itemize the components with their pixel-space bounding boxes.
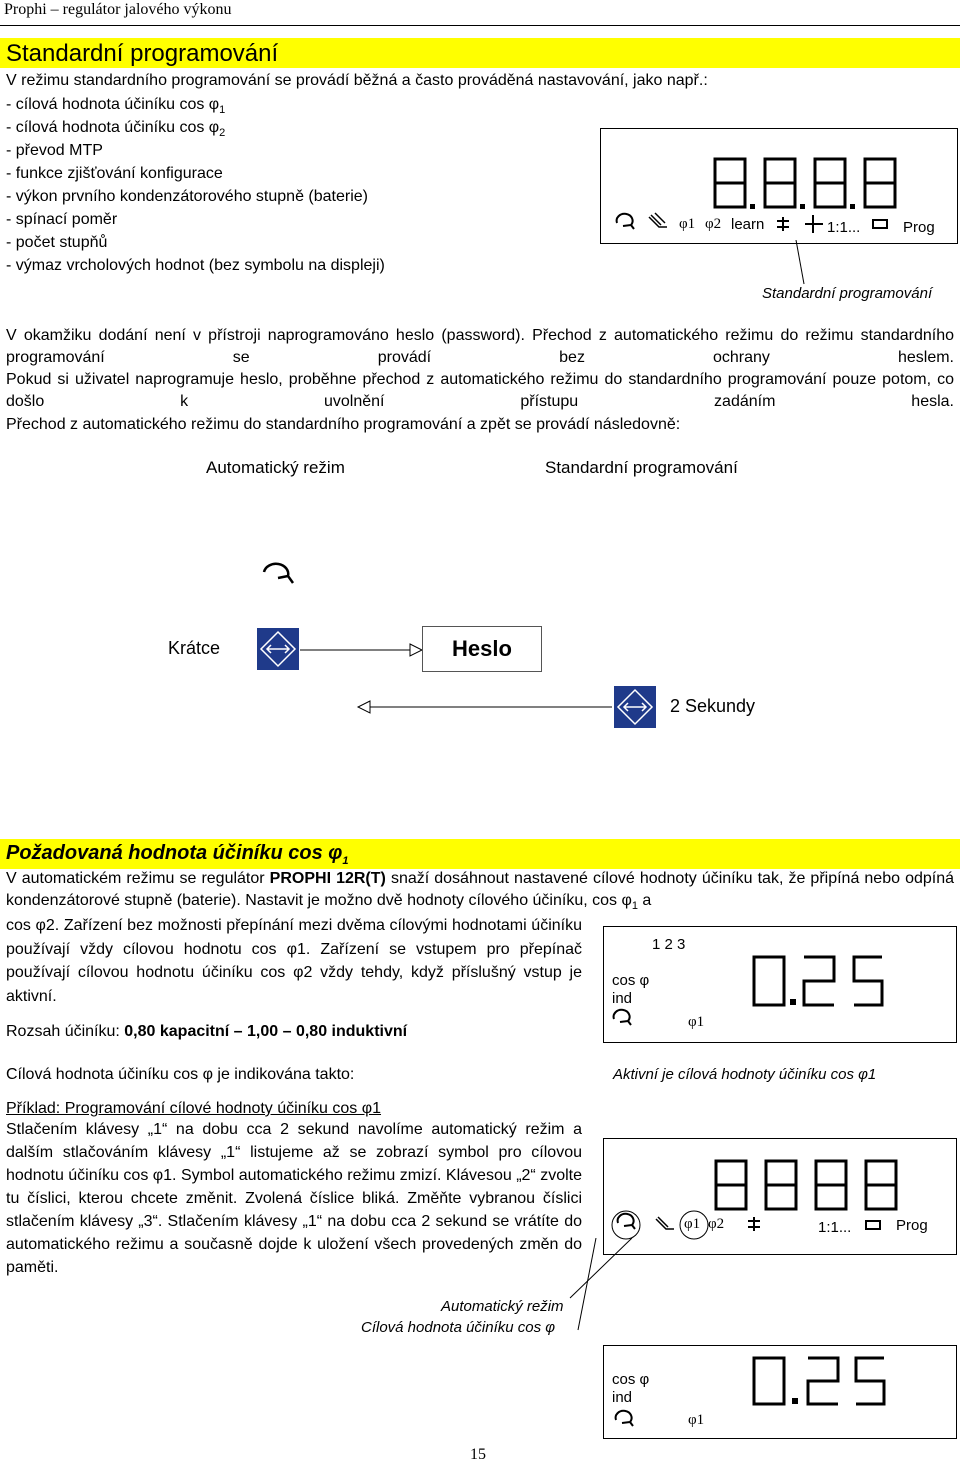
list-item: - výmaz vrcholových hodnot (bez symbolu na displeji) (6, 257, 385, 274)
list-item: - cílová hodnota účiníku $\cos \varphi_2$ (6, 119, 226, 140)
phi1-indicator: φ1 (688, 1014, 705, 1030)
ind-label: ind (612, 1389, 633, 1406)
list-item: - spínací poměr (6, 211, 118, 228)
two-seconds-label: 2 Sekundy (670, 696, 756, 716)
phi1-indicator: φ1 (684, 1216, 701, 1232)
ratio-indicator: 1:1... (818, 1219, 852, 1236)
list-item: - počet stupňů (6, 234, 108, 251)
caption-leader-line (790, 240, 820, 286)
section-title: Požadovaná hodnota účiníku $\cos \varphi_1$ (6, 842, 349, 867)
annotation-target-cos: Cílová hodnota účiníku cos φ (361, 1319, 556, 1336)
section-title: Standardní programování (6, 40, 279, 67)
learn-indicator: learn (731, 216, 765, 233)
password-box[interactable]: Heslo (422, 626, 542, 672)
annotation-lines (560, 1238, 640, 1342)
auto-mode-icon (258, 558, 298, 588)
paragraph: Pokud si uživatel naprogramuje heslo, proběhne přechod z automatického režimu do standardního programování pouze potom, co došlo k uvolnění přístupu zadáním hesla. (6, 371, 954, 410)
header-rule (0, 25, 960, 26)
example-title: Příklad: Programování cílové hodnoty účiníku cos φ1 (6, 1100, 382, 1117)
arrow-left (356, 697, 618, 717)
example-text: Stlačením klávesy „1“ na dobu cca 2 sekund navolíme automatický režim a dalším stlačováním klávesy „1“ listujeme až se zobrazí symbol pro cílovou hodnotu účiníku cos φ1. Symbol automatického režimu zmizí. Klávesou „2“ zvolte tu číslici, kterou chcete změnit. Zvolená číslice bliká. Změňte vybranou číslici stlačením klávesy „3“. Stlačením klávesy „1“ na dobu cca 2 sekund se vrátíte do automatického režimu a současně dojde k uložení všech provedených změn do paměti. (6, 1121, 582, 1276)
enter-key-icon[interactable] (614, 686, 656, 728)
auto-mode-icon (617, 214, 634, 229)
seven-segment-display (604, 1139, 956, 1254)
page-number: 15 (470, 1446, 486, 1463)
paragraph: V automatickém režimu se regulátor PROPHI 12R(T) snaží dosáhnout nastavené cílové hodnoty účiníku tak, že připíná nebo odpíná kondenzátorové stupně (baterie). Nastavit je možno dvě hodnoty cílového účiníku, $\cos \varphi_1$ a (6, 870, 955, 913)
display-caption: Aktivní je cílová hodnoty účiníku cos φ1 (613, 1066, 877, 1083)
section-title-bar (0, 839, 960, 869)
display-panel-standard (600, 128, 958, 244)
prog-indicator: Prog (896, 1217, 928, 1234)
ratio-indicator: 1:1... (827, 219, 861, 236)
phi1-indicator: φ1 (679, 216, 696, 232)
ind-label: ind (612, 990, 633, 1007)
annotation-auto-mode: Automatický režim (441, 1298, 564, 1315)
automatic-mode-label: Automatický režim (206, 458, 345, 477)
enter-key-icon[interactable] (257, 628, 299, 670)
phi2-indicator: φ2 (708, 1216, 725, 1232)
display-panel-auto (603, 1138, 957, 1255)
indicated-text: Cílová hodnota účiníku cos φ je indikována takto: (6, 1066, 355, 1083)
list-item: - cílová hodnota účiníku $\cos \varphi_1$ (6, 96, 226, 117)
short-press-label: Krátce (168, 638, 221, 658)
hand-icon (649, 213, 667, 227)
standard-programming-label: Standardní programování (545, 458, 738, 477)
running-header: Prophi – regulátor jalového výkonu (4, 1, 232, 18)
section-title-bar (0, 38, 960, 68)
keys-label: 1 2 3 (652, 936, 686, 953)
seven-segment-display (604, 1346, 956, 1438)
display-panel-cos-phi (603, 926, 957, 1043)
intro-text: V režimu standardního programování se provádí běžná a často prováděná nastavování, jako např.: (6, 72, 708, 89)
display-caption: Standardní programování (762, 285, 933, 302)
arrow-right (300, 640, 424, 660)
paragraph: V okamžiku dodání není v přístroji naprogramováno heslo (password). Přechod z automatického režimu do režimu standardního programování se provádí bez ochrany heslem. (6, 327, 954, 366)
list-item: - výkon prvního kondenzátorového stupně (baterie) (6, 188, 368, 205)
phi1-indicator: φ1 (688, 1412, 705, 1428)
cos-phi-label: cos φ (612, 1371, 650, 1388)
list-item: - převod MTP (6, 142, 103, 159)
cos-phi-label: cos φ (612, 972, 650, 989)
list-item: - funkce zjišťování konfigurace (6, 165, 223, 182)
prog-indicator: Prog (903, 219, 935, 236)
paragraph: cos φ2. Zařízení bez možnosti přepínání mezi dvěma cílovými hodnotami účiníku používají vždy cílovou hodnotu cos φ1. Zařízení se vstupem pro přepínač používají cílovou hodnotu účiníku cos φ2 vždy tehdy, když příslušný vstup je aktivní. (6, 917, 582, 1005)
paragraph: Přechod z automatického režimu do standardního programování a zpět se provádí následovně: (6, 416, 681, 433)
range-text: Rozsah účiníku: 0,80 kapacitní – 1,00 – 0,80 induktivní (6, 1023, 408, 1040)
phi2-indicator: φ2 (705, 216, 722, 232)
display-panel-target (603, 1345, 957, 1439)
